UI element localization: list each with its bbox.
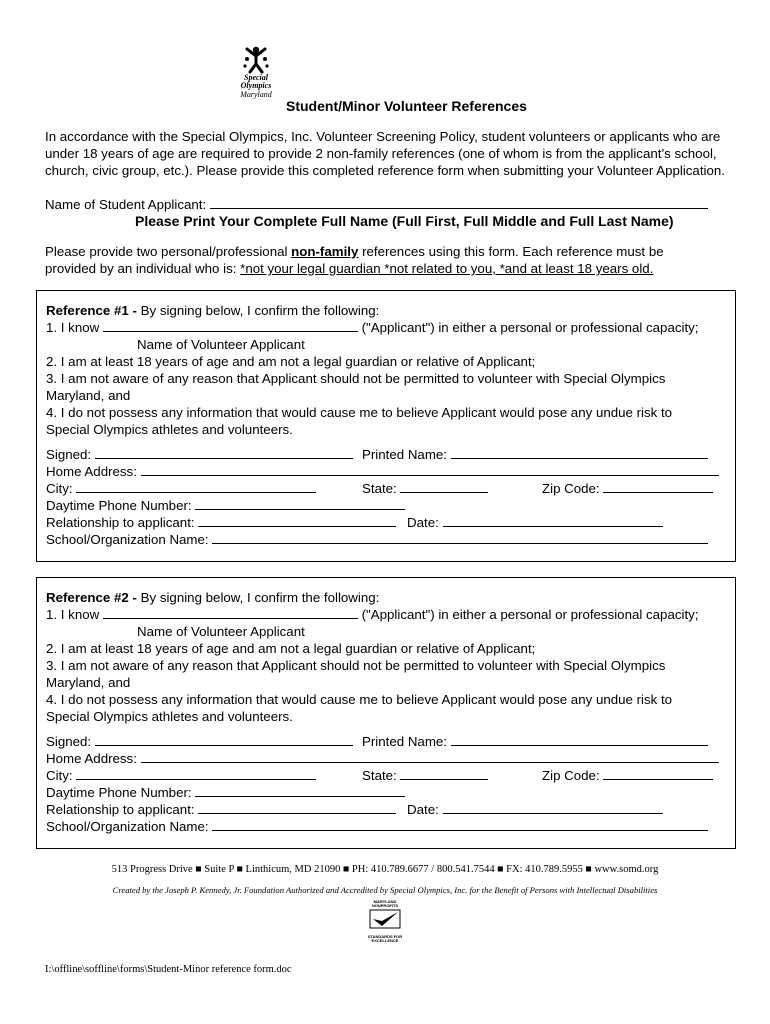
ref2-home-address-label: Home Address:	[46, 751, 137, 766]
provide-text-c: references using this form. Each reference must be	[358, 244, 664, 259]
ref1-city-field[interactable]	[76, 480, 316, 493]
ref2-relationship-field[interactable]	[198, 801, 396, 814]
ref1-phone-row	[46, 497, 405, 514]
ref2-state-field[interactable]	[400, 767, 488, 780]
ref1-state-field[interactable]	[400, 480, 488, 493]
badge-bottom-text: STANDARDS FOR EXCELLENCE	[367, 934, 403, 943]
ref1-item2: 2. I am at least 18 years of age and am not a legal guardian or relative of Applicant;	[46, 354, 536, 369]
page-title: Student/Minor Volunteer References	[286, 98, 527, 114]
document-file-path: I:\offline\soffline\forms\Student-Minor reference form.doc	[45, 964, 292, 975]
ref2-date-field[interactable]	[443, 801, 663, 814]
ref2-signed-row	[46, 733, 353, 750]
ref1-item4-line1: 4. I do not possess any information that would cause me to believe Applicant would pose any undue risk to	[46, 405, 673, 420]
ref2-item1-caption: Name of Volunteer Applicant	[137, 624, 305, 639]
ref1-phone-field[interactable]	[195, 497, 405, 510]
ref1-home-address-field[interactable]	[141, 463, 719, 476]
ref1-heading: Reference #1 -	[46, 303, 137, 318]
badge-top-text: MARYLAND NONPROFITS	[371, 899, 399, 908]
reference-1-section	[36, 290, 736, 562]
footer-address: 513 Progress Drive ■ Suite P ■ Linthicum, MD 21090 ■ PH: 410.789.6677 / 800.541.7544 ■ FX: 410.789.5955 ■ www.somd.org	[111, 864, 659, 875]
ref2-home-address-row	[46, 750, 719, 767]
ref1-item1-suffix: ("Applicant") in either a personal or professional capacity;	[361, 320, 699, 335]
ref2-heading: Reference #2 -	[46, 590, 137, 605]
ref2-city-label: City:	[46, 768, 73, 783]
ref2-signature-field[interactable]	[95, 733, 353, 746]
ref2-printed-name-label: Printed Name:	[362, 734, 447, 749]
ref2-zip-label: Zip Code:	[542, 768, 600, 783]
ref2-zip-row	[542, 767, 713, 784]
ref1-home-address-label: Home Address:	[46, 464, 137, 479]
ref2-phone-field[interactable]	[195, 784, 405, 797]
footer-tagline: Created by the Joseph P. Kennedy, Jr. Foundation Authorized and Accredited by Special Olympics, Inc. for the Benefit of Persons with Intellectual Disabilities	[112, 885, 658, 895]
ref1-printed-name-field[interactable]	[451, 446, 708, 459]
ref2-relationship-label: Relationship to applicant:	[46, 802, 195, 817]
ref1-phone-label: Daytime Phone Number:	[46, 498, 192, 513]
print-instruction: Please Print Your Complete Full Name (Full First, Full Middle and Full Last Name)	[135, 213, 674, 229]
student-name-field[interactable]	[210, 196, 708, 209]
ref1-printed-name-row	[362, 446, 708, 463]
student-name-label: Name of Student Applicant:	[45, 197, 207, 212]
ref1-intro-line	[46, 302, 379, 319]
non-family-emphasis: non-family	[291, 244, 359, 259]
ref1-school-row	[46, 531, 708, 548]
ref1-applicant-name-field[interactable]	[103, 319, 358, 332]
provide-text-a: Please provide two personal/professional	[45, 244, 292, 259]
ref1-signed-label: Signed:	[46, 447, 92, 462]
athlete-figure-icon	[241, 44, 271, 74]
standards-for-excellence-badge	[365, 899, 405, 943]
logo-text-maryland: Maryland	[240, 90, 272, 99]
ref2-item1-prefix: 1. I know	[46, 607, 100, 622]
ref2-printed-name-row	[362, 733, 708, 750]
ref2-intro: By signing below, I confirm the following:	[136, 590, 380, 605]
ref2-item1	[46, 606, 699, 623]
ref1-city-row	[46, 480, 316, 497]
provide-line-2	[45, 260, 653, 277]
ref1-zip-field[interactable]	[603, 480, 713, 493]
logo-text-olympics: Olympics	[240, 81, 272, 90]
student-name-row	[45, 196, 708, 213]
ref1-item1-caption: Name of Volunteer Applicant	[137, 337, 305, 352]
ref2-applicant-name-field[interactable]	[103, 606, 358, 619]
ref1-printed-name-label: Printed Name:	[362, 447, 447, 462]
ref1-signature-field[interactable]	[95, 446, 353, 459]
ref1-date-field[interactable]	[443, 514, 663, 527]
ref1-school-label: School/Organization Name:	[46, 532, 209, 547]
ref1-date-label: Date:	[407, 515, 439, 530]
ref2-state-label: State:	[362, 768, 397, 783]
ref2-state-row	[362, 767, 488, 784]
ref2-school-row	[46, 818, 708, 835]
ref2-item4-line2: Special Olympics athletes and volunteers.	[46, 709, 293, 724]
ref2-item4-line1: 4. I do not possess any information that would cause me to believe Applicant would pose any undue risk to	[46, 692, 673, 707]
ref2-printed-name-field[interactable]	[451, 733, 708, 746]
ref1-date-row	[407, 514, 663, 531]
ref2-intro-line	[46, 589, 379, 606]
ref1-item4-line2: Special Olympics athletes and volunteers.	[46, 422, 293, 437]
ref1-home-address-row	[46, 463, 719, 480]
ref1-school-field[interactable]	[212, 531, 708, 544]
ref2-signed-label: Signed:	[46, 734, 92, 749]
ref1-state-row	[362, 480, 488, 497]
ref1-item3-line1: 3. I am not aware of any reason that Applicant should not be permitted to volunteer with Special Olympics	[46, 371, 666, 386]
ref2-zip-field[interactable]	[603, 767, 713, 780]
ref2-phone-label: Daytime Phone Number:	[46, 785, 192, 800]
provide-line-1	[45, 243, 664, 260]
ref2-item3-line1: 3. I am not aware of any reason that Applicant should not be permitted to volunteer with Special Olympics	[46, 658, 666, 673]
ref1-zip-row	[542, 480, 713, 497]
ref1-item1-prefix: 1. I know	[46, 320, 100, 335]
ref1-intro: By signing below, I confirm the following:	[136, 303, 380, 318]
ref2-item3-line2: Maryland, and	[46, 675, 131, 690]
reference-2-section	[36, 577, 736, 849]
requirements-emphasis: *not your legal guardian *not related to you, *and at least 18 years old.	[240, 261, 654, 276]
ref2-date-row	[407, 801, 663, 818]
logo-text-special: Special	[244, 73, 268, 82]
ref2-home-address-field[interactable]	[141, 750, 719, 763]
ref2-school-field[interactable]	[212, 818, 708, 831]
provide-text-d: provided by an individual who is:	[45, 261, 241, 276]
ref1-item3-line2: Maryland, and	[46, 388, 131, 403]
ref1-relationship-label: Relationship to applicant:	[46, 515, 195, 530]
ref1-relationship-field[interactable]	[198, 514, 396, 527]
ref2-item2: 2. I am at least 18 years of age and am not a legal guardian or relative of Applicant;	[46, 641, 536, 656]
intro-paragraph: In accordance with the Special Olympics, Inc. Volunteer Screening Policy, student volunteers or applicants who are under 18 years of age are required to provide 2 non-family references (one of whom is from the applicant’s school, church, civic group, etc.). Please provide this completed reference form when submitting your Volunteer Application.	[45, 129, 725, 178]
ref2-city-row	[46, 767, 316, 784]
checkmark-seal-icon	[368, 908, 402, 930]
ref2-school-label: School/Organization Name:	[46, 819, 209, 834]
ref1-signed-row	[46, 446, 353, 463]
ref1-zip-label: Zip Code:	[542, 481, 600, 496]
ref1-city-label: City:	[46, 481, 73, 496]
ref2-city-field[interactable]	[76, 767, 316, 780]
ref2-date-label: Date:	[407, 802, 439, 817]
ref2-item1-suffix: ("Applicant") in either a personal or professional capacity;	[361, 607, 699, 622]
ref1-item1	[46, 319, 699, 336]
ref1-relationship-row	[46, 514, 396, 531]
ref2-phone-row	[46, 784, 405, 801]
special-olympics-logo	[230, 44, 282, 110]
ref1-state-label: State:	[362, 481, 397, 496]
ref2-relationship-row	[46, 801, 396, 818]
